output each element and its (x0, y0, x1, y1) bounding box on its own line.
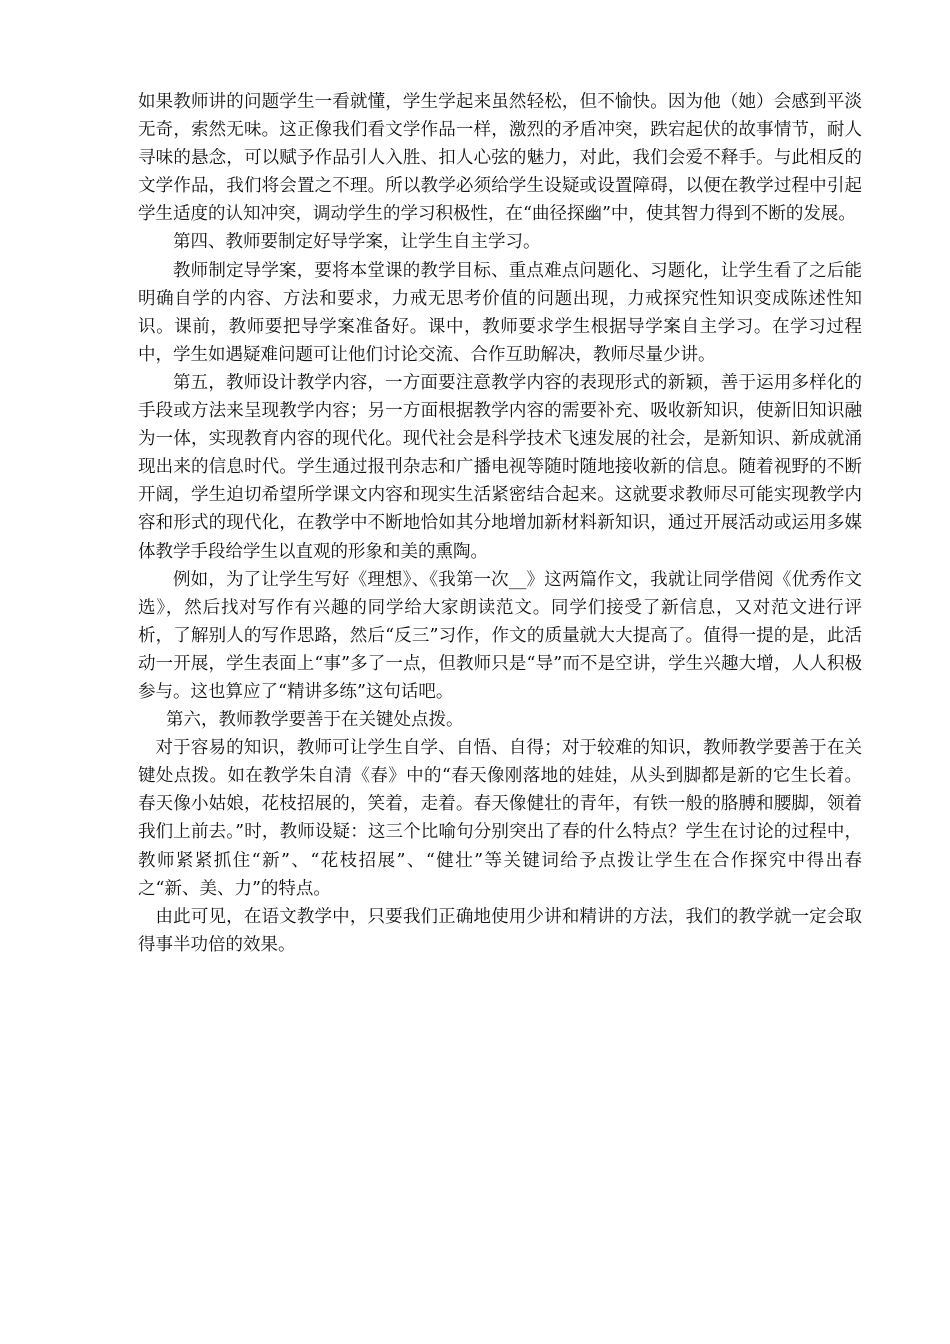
document-body (138, 88, 862, 959)
paragraph-conclusion: 由此可见，在语文教学中，只要我们正确地使用少讲和精讲的方法，我们的教学就一定会取得事半功倍的效果。 (138, 906, 862, 955)
heading-point-four: 第四、教师要制定好导学案，让学生自主学习。 (173, 232, 541, 253)
paragraph-key-points: 对于容易的知识，教师可让学生自学、自悟、自得；对于较难的知识，教师教学要善于在关键处点拨。如在教学朱自清《春》中的“春天像刚落地的娃娃，从头到脚都是新的它生长着。春天像小姑娘，花枝招展的，笑着，走着。春天像健壮的青年，有铁一般的胳膊和腰脚，领着我们上前去。”时，教师设疑：这三个比喻句分别突出了春的什么特点？学生在讨论的过程中，教师紧紧抓住“新”、“花枝招展”、“健壮”等关键词给予点拨让学生在合作探究中得出春之“新、美、力”的特点。 (138, 738, 862, 899)
paragraph-point-five: 第五，教师设计教学内容，一方面要注意教学内容的表现形式的新颖，善于运用多样化的手段或方法来呈现教学内容；另一方面根据教学内容的需要补充、吸收新知识，使新旧知识融为一体，实现教育内容的现代化。现代社会是科学技术飞速发展的社会，是新知识、新成就涌现出来的信息时代。学生通过报刊杂志和广播电视等随时随地接收新的信息。随着视野的不断开阔，学生迫切希望所学课文内容和现实生活紧密结合起来。这就要求教师尽可能实现教学内容和形式的现代化，在教学中不断地恰如其分地增加新材料新知识，通过开展活动或运用多媒体教学手段给学生以直观的形象和美的熏陶。 (138, 372, 862, 562)
paragraph-example: 例如，为了让学生写好《理想》、《我第一次__》这两篇作文，我就让同学借阅《优秀作文选》，然后找对写作有兴趣的同学给大家朗读范文。同学们接受了新信息，又对范文进行评析，了解别人的写作思路，然后“反三”习作，作文的质量就大大提高了。值得一提的是，此活动一开展，学生表面上“事”多了一点，但教师只是“导”而不是空讲，学生兴趣大增，人人积极参与。这也算应了“精讲多练”这句话吧。 (138, 569, 862, 702)
paragraph-guided-study: 教师制定导学案，要将本堂课的教学目标、重点难点问题化、习题化，让学生看了之后能明确自学的内容、方法和要求，力戒无思考价值的问题出现，力戒探究性知识变成陈述性知识。课前，教师要把导学案准备好。课中，教师要求学生根据导学案自主学习。在学习过程中，学生如遇疑难问题可让他们讨论交流、合作互助解决，教师尽量少讲。 (138, 260, 862, 365)
heading-point-six: 第六，教师教学要善于在关键处点拨。 (166, 710, 464, 731)
paragraph-continuation: 如果教师讲的问题学生一看就懂，学生学起来虽然轻松，但不愉快。因为他（她）会感到平淡无奇，索然无味。这正像我们看文学作品一样，激烈的矛盾冲突，跌宕起伏的故事情节，耐人寻味的悬念，可以赋予作品引人入胜、扣人心弦的魅力，对此，我们会爱不释手。与此相反的文学作品，我们将会置之不理。所以教学必须给学生设疑或设置障碍，以便在教学过程中引起学生适度的认知冲突，调动学生的学习积极性，在“曲径探幽”中，使其智力得到不断的发展。 (138, 92, 862, 225)
